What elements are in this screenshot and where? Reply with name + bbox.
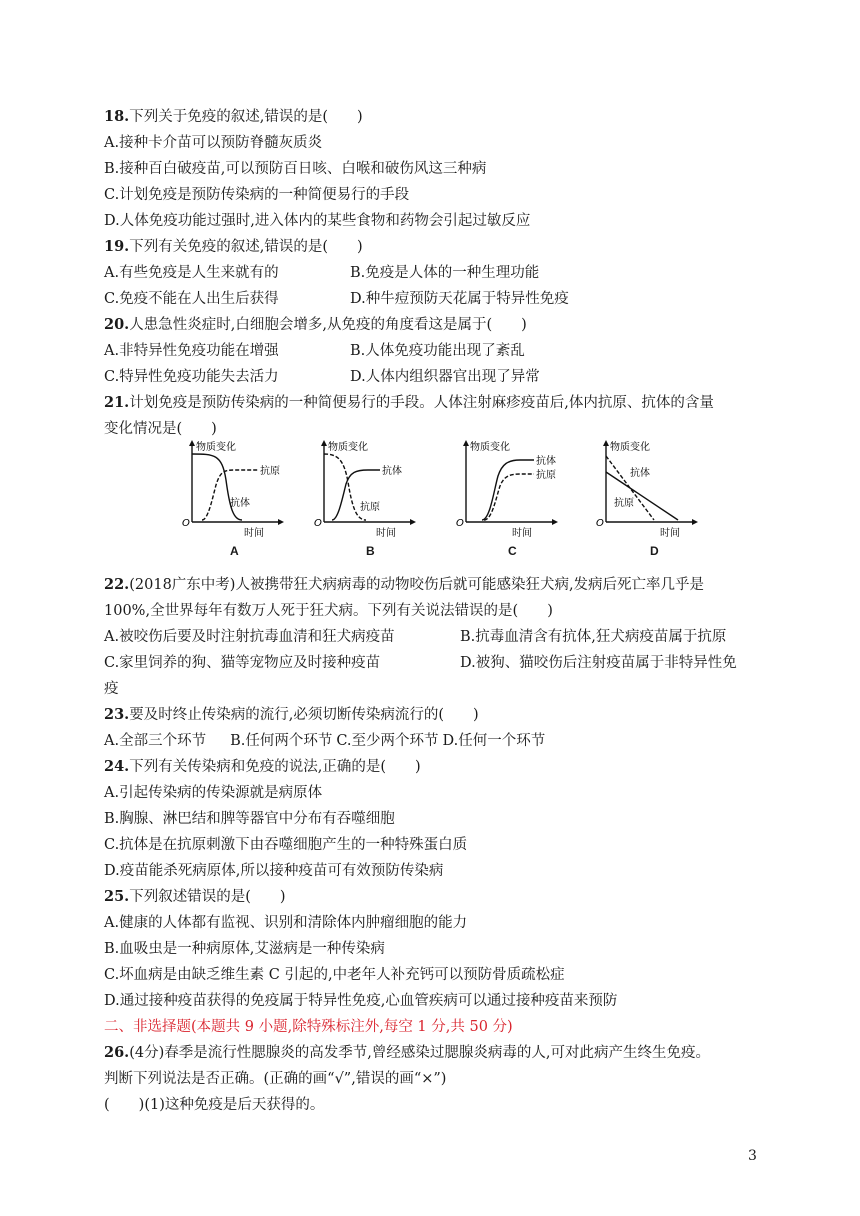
q20-option-d: D.人体内组织器官出现了异常 [350,369,540,385]
q26-stem-line1: 26.(4分)春季是流行性腮腺炎的高发季节,曾经感染过腮腺炎病毒的人,可对此病产生终生免疫。 [104,1044,710,1061]
q22-stem-line2: 100%,全世界每年有数万人死于狂犬病。下列有关说法错误的是( ) [104,603,553,619]
antigen-curve [202,470,258,520]
q22-option-b: B.抗毒血清含有抗体,狂犬病疫苗属于抗原 [460,629,727,645]
graph-b-xlabel: 时间 [376,528,396,539]
q25-option-d: D.通过接种疫苗获得的免疫属于特异性免疫,心血管疾病可以通过接种疫苗来预防 [104,993,618,1009]
q24-option-d: D.疫苗能杀死病原体,所以接种疫苗可有效预防传染病 [104,863,444,879]
q24-option-a: A.引起传染病的传染源就是病原体 [104,785,323,801]
y-arrow [463,440,469,446]
q18-option-a: A.接种卡介苗可以预防脊髓灰质炎 [104,135,323,151]
graph-letter-c: C [508,544,517,558]
q22-option-d-line2: 疫 [104,681,119,697]
q23-options: A.全部三个环节 B.任何两个环节 C.至少两个环节 D.任何一个环节 [104,733,546,749]
graph-letter-d: D [650,544,659,558]
x-arrow [410,519,416,525]
y-arrow [321,440,327,446]
graph-b-svg [314,440,418,540]
graph-a-label-antibody: 抗体 [230,498,250,509]
graph-b [314,440,418,540]
graph-c-label-antigen: 抗原 [536,470,556,481]
graph-c-svg [456,440,560,540]
graph-a [182,440,286,540]
q20-option-a: A.非特异性免疫功能在增强 [104,343,279,359]
page-number: 3 [748,1148,757,1164]
q20-option-c: C.特异性免疫功能失去活力 [104,369,279,385]
graph-c-origin: O [456,518,464,529]
x-arrow [552,519,558,525]
q19-option-b: B.免疫是人体的一种生理功能 [350,265,540,281]
q23-stem: 23.要及时终止传染病的流行,必须切断传染病流行的( ) [104,706,479,723]
graph-d-origin: O [596,518,604,529]
q22-option-a: A.被咬伤后要及时注射抗毒血清和狂犬病疫苗 [104,629,395,645]
q20-stem: 20.人患急性炎症时,白细胞会增多,从免疫的角度看这是属于( ) [104,316,527,333]
q22-option-d-line1: D.被狗、猫咬伤后注射疫苗属于非特异性免 [460,655,737,671]
q25-option-a: A.健康的人体都有监视、识别和清除体内肿瘤细胞的能力 [104,915,468,931]
graph-c-label-antibody: 抗体 [536,456,556,467]
q25-option-c: C.坏血病是由缺乏维生素 C 引起的,中老年人补充钙可以预防骨质疏松症 [104,967,565,983]
graph-c [456,440,560,540]
graph-a-origin: O [182,518,190,529]
q18-stem: 18.下列关于免疫的叙述,错误的是( ) [104,108,363,125]
antibody-curve [192,454,242,520]
graph-letter-b: B [366,544,375,558]
graph-a-svg [182,440,286,540]
graph-d [596,440,700,540]
q25-option-b: B.血吸虫是一种病原体,艾滋病是一种传染病 [104,941,385,957]
antibody-line [606,472,678,520]
y-arrow [189,440,195,446]
graph-c-ylabel: 物质变化 [470,442,510,453]
q21-stem-line1: 21.计划免疫是预防传染病的一种简便易行的手段。人体注射麻疹疫苗后,体内抗原、抗体的含量 [104,394,714,411]
graph-a-ylabel: 物质变化 [196,442,236,453]
q19-option-d: D.种牛痘预防天花属于特异性免疫 [350,291,569,307]
q19-option-a: A.有些免疫是人生来就有的 [104,265,279,281]
q22-stem-line1: 22.(2018广东中考)人被携带狂犬病病毒的动物咬伤后就可能感染狂犬病,发病后死亡率几乎是 [104,576,705,593]
q18-option-d: D.人体免疫功能过强时,进入体内的某些食物和药物会引起过敏反应 [104,213,531,229]
x-arrow [692,519,698,525]
x-arrow [278,519,284,525]
graph-d-label-antigen: 抗原 [614,498,634,509]
antigen-curve [484,474,534,520]
graph-a-xlabel: 时间 [244,528,264,539]
q24-option-c: C.抗体是在抗原刺激下由吞噬细胞产生的一种特殊蛋白质 [104,837,468,853]
graph-d-ylabel: 物质变化 [610,442,650,453]
q26-item-1: ( )(1)这种免疫是后天获得的。 [104,1097,325,1113]
q18-option-b: B.接种百白破疫苗,可以预防百日咳、白喉和破伤风这三种病 [104,161,487,177]
q24-option-b: B.胸腺、淋巴结和脾等器官中分布有吞噬细胞 [104,811,395,827]
antibody-curve [482,460,534,520]
q20-option-b: B.人体免疫功能出现了紊乱 [350,343,525,359]
graph-d-svg [596,440,700,540]
graph-d-xlabel: 时间 [660,528,680,539]
section-heading: 二、非选择题(本题共 9 小题,除特殊标注外,每空 1 分,共 50 分) [104,1019,513,1035]
q24-stem: 24.下列有关传染病和免疫的说法,正确的是( ) [104,758,421,775]
graph-c-xlabel: 时间 [512,528,532,539]
q19-stem: 19.下列有关免疫的叙述,错误的是( ) [104,238,363,255]
graph-letter-a: A [230,544,239,558]
q22-option-c: C.家里饲养的狗、猫等宠物应及时接种疫苗 [104,655,381,671]
q19-option-c: C.免疫不能在人出生后获得 [104,291,279,307]
y-arrow [603,440,609,446]
graph-b-label-antibody: 抗体 [382,466,402,477]
q26-stem-line2: 判断下列说法是否正确。(正确的画“√”,错误的画“×”) [104,1071,447,1087]
graph-b-label-antigen: 抗原 [360,502,380,513]
q25-stem: 25.下列叙述错误的是( ) [104,888,286,905]
graph-b-origin: O [314,518,322,529]
graph-d-label-antibody: 抗体 [630,468,650,479]
q18-option-c: C.计划免疫是预防传染病的一种简便易行的手段 [104,187,410,203]
graph-b-ylabel: 物质变化 [328,442,368,453]
q21-graphs [170,440,690,558]
q21-stem-line2: 变化情况是( ) [104,421,217,437]
graph-a-label-antigen: 抗原 [260,466,280,477]
